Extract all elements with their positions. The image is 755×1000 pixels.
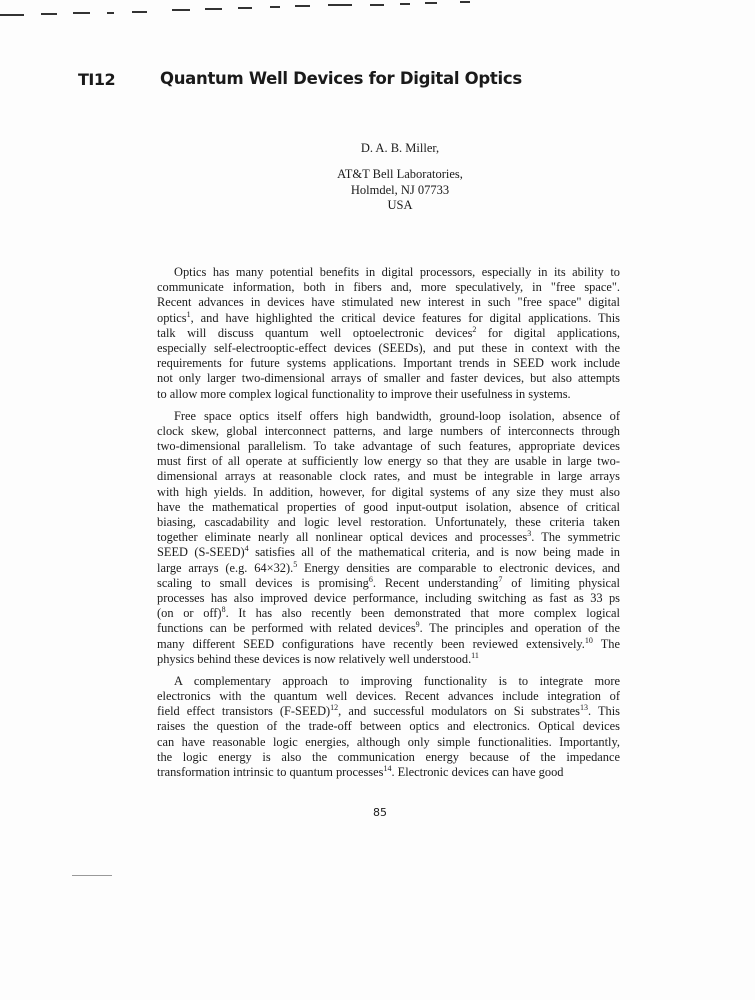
- text-line: not only larger two-dimensional arrays of smaller and faster devices, but also attempts: [157, 371, 620, 386]
- paragraph: [157, 674, 620, 780]
- affiliation-line: AT&T Bell Laboratories,: [337, 167, 463, 181]
- reference-superscript: 3: [527, 529, 532, 539]
- reference-superscript: 5: [293, 559, 298, 569]
- reference-superscript: 2: [472, 324, 477, 334]
- text-line: communicate information, both in fibers and, more speculatively, in "free space".: [157, 280, 620, 295]
- text-line: together eliminate nearly all nonlinear optical devices and processes$^3$. The symmetric: [157, 529, 621, 545]
- text-line: Free space optics itself offers high bandwidth, ground-loop isolation, absence of: [174, 408, 620, 423]
- affiliation-line: USA: [387, 198, 413, 212]
- reference-superscript: 8: [221, 605, 226, 615]
- text-line: field effect transistors (F-SEED)$^{12}$, and successful modulators on Si substrates$^{13}$. This: [157, 703, 620, 719]
- scan-artifact-dashes: [0, 0, 755, 20]
- text-line: requirements for future systems applications. Important trends in SEED work include: [157, 356, 620, 371]
- reference-superscript: 7: [498, 574, 503, 584]
- session-code: TI12: [78, 70, 116, 89]
- text-line: (on or off)$^8$. It has also recently been demonstrated that more complex logical: [157, 605, 620, 621]
- text-line: raises the question of the trade-off between optics and electronics. Optical devices: [157, 719, 620, 734]
- affiliation-line: Holmdel, NJ 07733: [350, 183, 450, 197]
- text-line: processes has also improved device performance, including switching as fast as 33 ps: [157, 590, 620, 605]
- text-line: with high yields. In addition, however, for digital systems of any size they must also: [157, 484, 620, 499]
- text-line: biasing, cascadability and logic level restoration. Unfortunately, these criteria taken: [157, 515, 620, 529]
- reference-superscript: 13: [580, 703, 588, 713]
- text-line: dimensional arrays at reasonable clock rates, and must be integrable in large arrays: [157, 469, 620, 484]
- paragraph: [157, 409, 620, 667]
- reference-superscript: 4: [244, 544, 249, 554]
- text-line: the logic energy is also the communication energy because of the impedance: [157, 749, 620, 764]
- reference-superscript: 9: [415, 620, 420, 630]
- text-line: SEED (S-SEED)$^4$ satisfies all of the mathematical criteria, and is now being made in: [157, 544, 620, 560]
- text-line: Recent advances in devices have stimulated new interest in such "free space" digital: [157, 295, 620, 310]
- text-line: functions can be performed with related devices$^9$. The principles and operation of the: [157, 620, 620, 636]
- text-line: many different SEED configurations have recently been reviewed extensively.$^{10}$ The: [157, 635, 620, 651]
- scan-artifact-mark: [72, 875, 112, 876]
- author-name: D. A. B. Miller,: [360, 141, 440, 155]
- paragraph: [157, 265, 620, 402]
- text-line: talk will discuss quantum well optoelectronic devices$^2$ for digital applications,: [157, 324, 620, 340]
- reference-superscript: 14: [383, 764, 392, 773]
- text-line: have the mathematical properties of good input-output isolation, absence of critical: [157, 499, 620, 514]
- reference-superscript: 10: [584, 635, 593, 645]
- text-line: electronics with the quantum well devices. Recent advances include integration of: [157, 689, 620, 704]
- text-line: transformation intrinsic to quantum processes$^{14}$. Electronic devices can have good: [157, 764, 564, 779]
- text-line: Optics has many potential benefits in digital processors, especially in its ability to: [174, 265, 620, 279]
- text-line: scaling to small devices is promising$^6$. Recent understanding$^7$ of limiting physical: [157, 574, 620, 590]
- reference-superscript: 11: [471, 650, 479, 660]
- text-line: to allow more complex logical functionality to improve their usefulness in systems.: [157, 386, 571, 401]
- text-line: physics behind these devices is now relatively well understood.$^{11}$: [157, 650, 479, 666]
- page-number: 85: [373, 806, 387, 819]
- reference-superscript: 12: [330, 703, 339, 713]
- text-line: large arrays (e.g. 64×32).$^5$ Energy densities are comparable to electronic devices, and: [157, 559, 620, 575]
- text-line: must first of all operate at sufficiently low energy so that they are usable in large two-: [157, 454, 620, 469]
- text-line: two-dimensional parallelism. To take advantage of such features, appropriate devices: [157, 439, 620, 454]
- abstract-body: [157, 265, 620, 787]
- text-line: especially self-electrooptic-effect devices (SEEDs), and put these in context with the: [157, 340, 620, 355]
- reference-superscript: 6: [368, 574, 373, 584]
- paper-title: Quantum Well Devices for Digital Optics: [160, 69, 522, 88]
- text-line: clock skew, global interconnect patterns, and large numbers of interconnects through: [157, 423, 620, 438]
- text-line: optics$^1$, and have highlighted the critical device features for digital applications. This: [157, 309, 620, 325]
- reference-superscript: 1: [186, 309, 191, 319]
- text-line: can have reasonable logic energies, although only simple functionalities. Importantly,: [157, 734, 620, 749]
- text-line: A complementary approach to improving functionality is to integrate more: [174, 673, 620, 688]
